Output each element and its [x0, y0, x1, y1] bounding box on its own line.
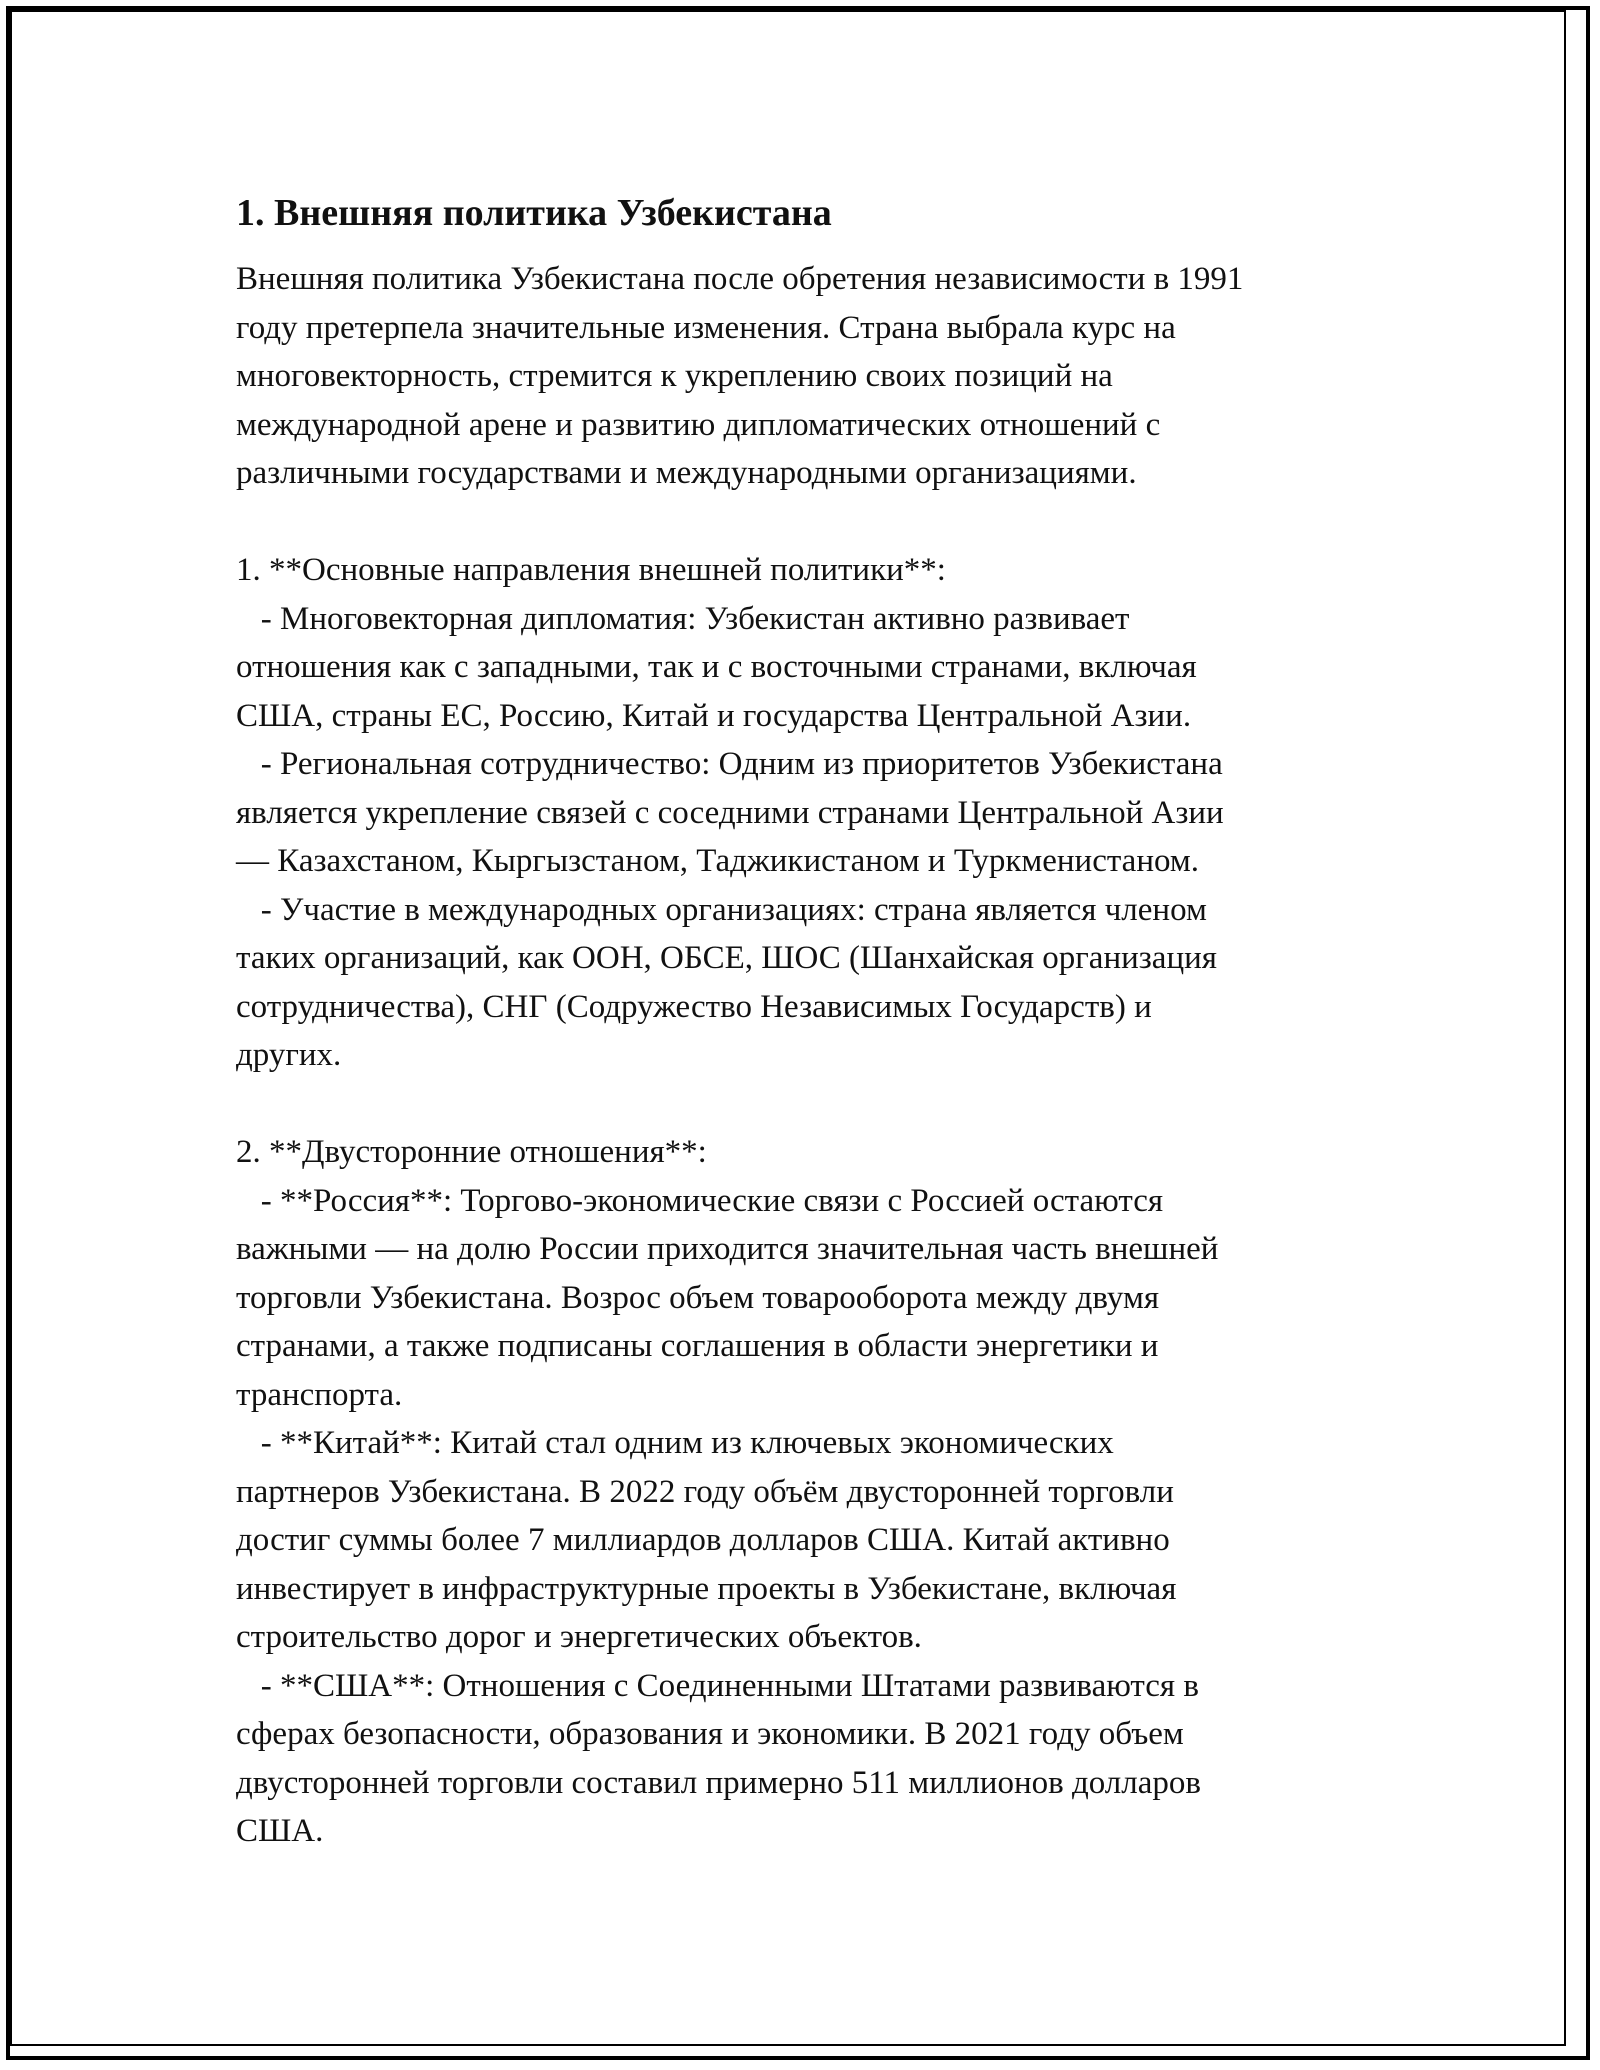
text-line: таких организаций, как ООН, ОБСЕ, ШОС (Шанхайская организация	[236, 940, 1217, 976]
text-line: - **США**: Отношения с Соединенными Штатами развиваются в	[236, 1667, 1199, 1704]
text-line: США.	[236, 1813, 324, 1849]
text-line: - Региональная сотрудничество: Одним из приоритетов Узбекистана	[236, 746, 1223, 782]
paragraph-3	[236, 1128, 1426, 1856]
text-line: 2. **Двусторонние отношения**:	[236, 1134, 707, 1170]
text-line: достиг суммы более 7 миллиардов долларов США. Китай активно	[236, 1522, 1170, 1558]
text-line: других.	[236, 1037, 342, 1073]
text-line: является укрепление связей с соседними странами Центральной Азии	[236, 794, 1224, 831]
text-line: важными — на долю России приходится значительная часть внешней	[236, 1231, 1219, 1267]
text-line: отношения как с западными, так и с восточными странами, включая	[236, 649, 1197, 685]
text-line: 1. **Основные направления внешней политики**:	[236, 552, 946, 588]
text-line: партнеров Узбекистана. В 2022 году объём двусторонней торговли	[236, 1473, 1174, 1510]
text-line: году претерпела значительные изменения. Страна выбрала курс на	[236, 309, 1176, 346]
text-line: инвестирует в инфраструктурные проекты в Узбекистане, включая	[236, 1570, 1177, 1607]
text-line: США, страны ЕС, Россию, Китай и государства Центральной Азии.	[236, 697, 1192, 734]
text-line: многовекторность, стремится к укреплению своих позиций на	[236, 358, 1113, 394]
section-heading: 1. Внешняя политика Узбекистана	[236, 192, 832, 234]
text-line: транспорта.	[236, 1376, 403, 1413]
text-line: Внешняя политика Узбекистана после обретения независимости в 1991	[236, 261, 1244, 297]
text-line: - Участие в международных организациях: страна является членом	[236, 891, 1207, 928]
paragraph-gap	[236, 1080, 1426, 1129]
paragraph-2	[236, 546, 1426, 1080]
paragraph-gap	[236, 498, 1426, 547]
text-line: - **Россия**: Торгово-экономические связи с Россией остаются	[236, 1182, 1164, 1219]
text-line: — Казахстаном, Кыргызстаном, Таджикистаном и Туркменистаном.	[236, 843, 1199, 879]
document-body	[236, 185, 1426, 1856]
text-line: двусторонней торговли составил примерно 511 миллионов долларов	[236, 1764, 1201, 1801]
text-line: международной арене и развитию дипломатических отношений с	[236, 406, 1161, 443]
text-line: сферах безопасности, образования и экономики. В 2021 году объем	[236, 1716, 1184, 1752]
text-line: сотрудничества), СНГ (Содружество Независимых Государств) и	[236, 988, 1152, 1025]
text-line: странами, а также подписаны соглашения в области энергетики и	[236, 1328, 1159, 1364]
text-line: - **Китай**: Китай стал одним из ключевых экономических	[236, 1425, 1114, 1461]
text-line: различными государствами и международными организациями.	[236, 455, 1137, 491]
text-line: торговли Узбекистана. Возрос объем товарооборота между двумя	[236, 1279, 1160, 1316]
text-line: - Многовекторная дипломатия: Узбекистан активно развивает	[236, 600, 1130, 637]
text-line: строительство дорог и энергетических объектов.	[236, 1619, 922, 1655]
document-blocks	[236, 255, 1426, 1856]
paragraph-1	[236, 255, 1426, 498]
